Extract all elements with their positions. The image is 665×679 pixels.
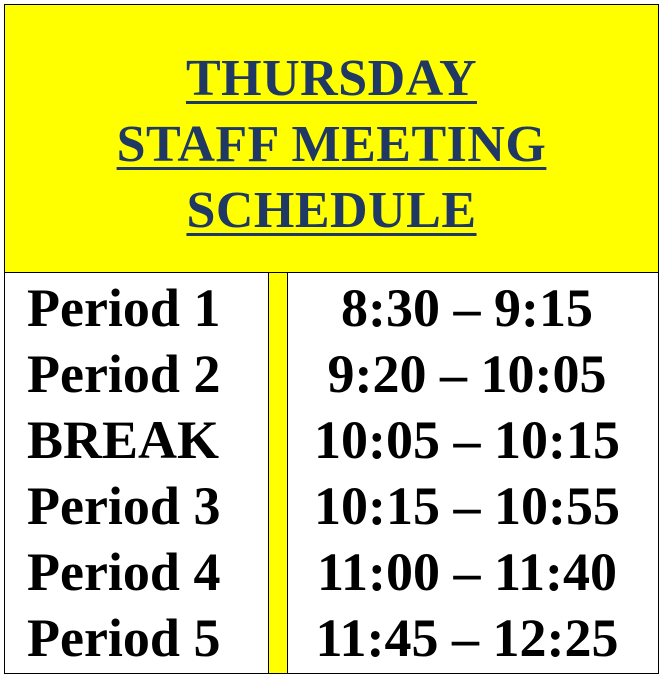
- schedule-row: [5, 275, 658, 341]
- time-range: 11:45 – 12:25: [315, 608, 619, 668]
- schedule-row: [5, 341, 658, 407]
- schedule-row: [5, 539, 658, 605]
- title-day: THURSDAY: [185, 50, 478, 107]
- schedule-table: [5, 275, 658, 671]
- title-schedule: SCHEDULE: [186, 182, 477, 239]
- schedule-row: [5, 473, 658, 539]
- schedule-row: [5, 605, 658, 671]
- title-event: STAFF MEETING: [116, 116, 547, 173]
- header-banner: [5, 5, 658, 273]
- schedule-sheet: [4, 4, 659, 674]
- period-label: BREAK: [27, 410, 220, 470]
- time-range: 10:15 – 10:55: [314, 476, 620, 536]
- time-range: 10:05 – 10:15: [314, 410, 620, 470]
- time-range: 11:00 – 11:40: [316, 542, 617, 602]
- period-label: Period 3: [27, 476, 221, 536]
- schedule-row: [5, 407, 658, 473]
- time-range: 8:30 – 9:15: [341, 278, 593, 338]
- period-label: Period 1: [27, 278, 221, 338]
- period-label: Period 5: [27, 608, 221, 668]
- time-range: 9:20 – 10:05: [327, 344, 607, 404]
- period-label: Period 2: [27, 344, 221, 404]
- period-label: Period 4: [27, 542, 221, 602]
